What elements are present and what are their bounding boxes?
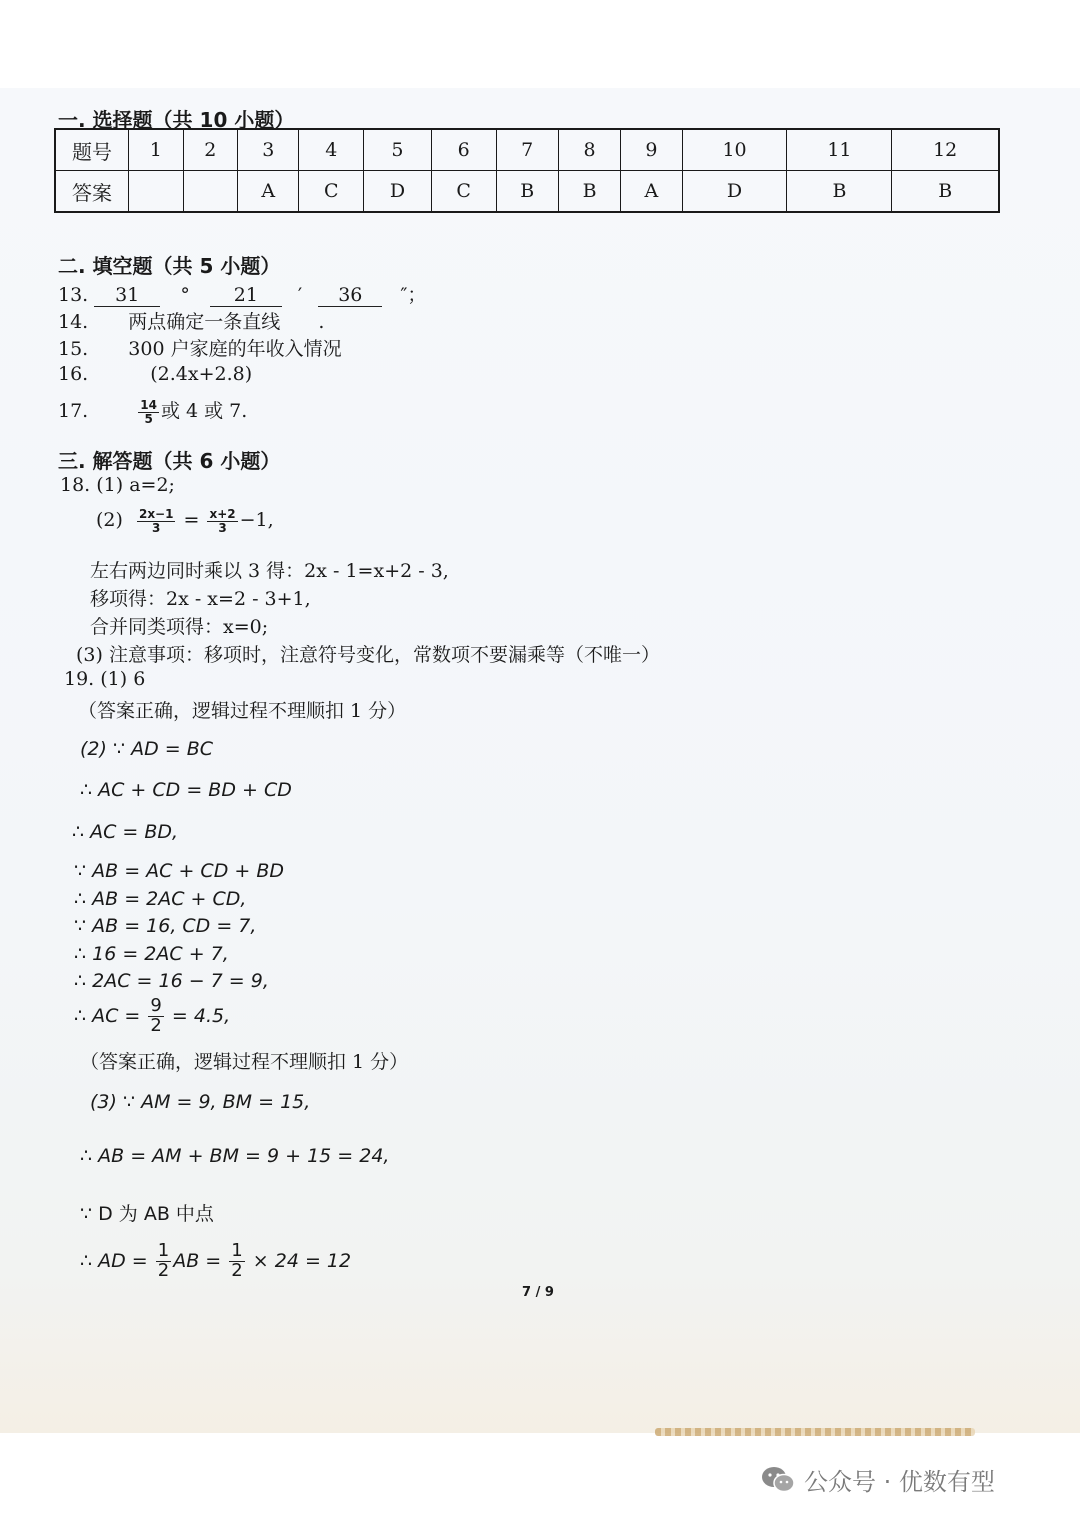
fraction-numerator: 14 — [140, 397, 157, 412]
fraction-numerator: 2x−1 — [138, 507, 174, 521]
q19-line13-mid: AB = — [173, 1249, 222, 1272]
q19-line2: ∴ AC + CD = BD + CD — [80, 779, 292, 801]
q19-line11: ∴ AB = AM + BM = 9 + 15 = 24, — [80, 1145, 390, 1167]
q17 — [58, 396, 247, 425]
table-cell: 11 — [787, 129, 892, 171]
equation-tail: −1, — [239, 509, 274, 532]
table-cell: 9 — [621, 129, 682, 171]
q19-line8: ∴ 2AC = 16 − 7 = 9, — [74, 970, 269, 992]
fraction-numerator: 1 — [231, 1240, 243, 1261]
section2-title: 二. 填空题（共 5 小题） — [58, 254, 281, 278]
table-cell: 10 — [682, 129, 787, 171]
table-cell: C — [431, 171, 496, 213]
fraction — [207, 508, 237, 534]
q19-line12: ∵ D 为 AB 中点 — [80, 1203, 214, 1225]
q17-fraction — [138, 399, 159, 425]
second-symbol: ″； — [400, 284, 427, 306]
table-cell: 1 — [129, 129, 184, 171]
fraction-numerator: 9 — [150, 995, 162, 1016]
fraction-denominator: 5 — [144, 411, 153, 426]
equals-sign: = — [183, 509, 200, 532]
q15-number: 15. — [58, 338, 89, 360]
table-row-answers — [55, 171, 999, 213]
fraction-numerator: 1 — [157, 1240, 170, 1261]
q13 — [58, 280, 426, 307]
q18-step2: 移项得：2x - x=2 - 3+1, — [90, 588, 311, 610]
table-cell: 3 — [238, 129, 299, 171]
minute-symbol: ′ — [297, 284, 303, 306]
table-cell: 8 — [558, 129, 620, 171]
fraction — [156, 1242, 171, 1281]
watermark — [760, 1462, 995, 1497]
table-cell: B — [558, 171, 620, 213]
q19-line9-post: = 4.5, — [171, 1004, 231, 1027]
table-cell: 5 — [364, 129, 432, 171]
watermark-text: 公众号 · 优数有型 — [804, 1468, 995, 1496]
q17-number: 17. — [58, 400, 89, 422]
table-cell — [129, 171, 184, 213]
q19-line3: ∴ AC = BD, — [72, 821, 179, 843]
section1-title: 一. 选择题（共 10 小题） — [58, 108, 295, 132]
table-cell: D — [364, 171, 432, 213]
fraction-numerator: x+2 — [209, 507, 236, 521]
q18-step3: 合并同类项得：x=0; — [90, 616, 269, 638]
fraction-denominator: 3 — [218, 520, 227, 535]
q19-line7: ∴ 16 = 2AC + 7, — [74, 943, 229, 965]
fraction — [229, 1242, 244, 1281]
q19-line9 — [74, 997, 230, 1036]
q13-minutes: 21 — [210, 284, 282, 307]
fraction-denominator: 2 — [150, 1014, 162, 1036]
q15 — [58, 334, 342, 361]
q19-line10: (3) ∵ AM = 9, BM = 15, — [90, 1091, 311, 1113]
table-cell: A — [621, 171, 682, 213]
wechat-icon — [760, 1465, 796, 1495]
table-cell: B — [892, 171, 999, 213]
q13-degrees: 31 — [94, 284, 160, 307]
table-cell: D — [682, 171, 787, 213]
q17-answer: 或 4 或 7. — [160, 400, 248, 422]
table-cell: 4 — [299, 129, 364, 171]
paper-edge — [655, 1428, 975, 1436]
q18-part1: 18. (1) a=2; — [60, 474, 175, 496]
q19-line5: ∴ AB = 2AC + CD, — [74, 888, 247, 910]
q14 — [58, 307, 324, 334]
fraction — [148, 997, 163, 1036]
fraction — [137, 508, 176, 534]
q19-note2: （答案正确，逻辑过程不理顺扣 1 分） — [80, 1051, 409, 1073]
fraction-denominator: 2 — [157, 1259, 170, 1281]
q16 — [58, 363, 252, 385]
table-cell: 7 — [496, 129, 558, 171]
q18-part3: (3) 注意事项：移项时，注意符号变化，常数项不要漏乘等（不唯一） — [76, 644, 660, 666]
degree-symbol: ° — [180, 284, 190, 306]
q19-line13 — [80, 1242, 351, 1281]
table-cell: 6 — [431, 129, 496, 171]
q16-number: 16. — [58, 363, 89, 385]
q14-number: 14. — [58, 311, 89, 333]
q19-line4: ∵ AB = AC + CD + BD — [74, 860, 284, 882]
q18-step1: 左右两边同时乘以 3 得：2x - 1=x+2 - 3, — [90, 560, 449, 582]
q18-part2-label: (2) — [96, 509, 123, 532]
q14-answer: 两点确定一条直线 — [128, 311, 281, 333]
q19-line6: ∵ AB = 16, CD = 7, — [74, 915, 257, 937]
table-cell: 2 — [183, 129, 238, 171]
q19-note1: （答案正确，逻辑过程不理顺扣 1 分） — [78, 700, 407, 722]
fraction-denominator: 2 — [231, 1259, 243, 1281]
q15-answer: 300 户家庭的年收入情况 — [128, 338, 342, 360]
table-cell: B — [787, 171, 892, 213]
q19-line13-pre: ∴ AD = — [80, 1249, 148, 1272]
section3-title: 三. 解答题（共 6 小题） — [58, 449, 281, 473]
page-number: 7 / 9 — [522, 1285, 554, 1300]
q14-tail: . — [318, 311, 325, 333]
table-cell: B — [496, 171, 558, 213]
q13-seconds: 36 — [318, 284, 382, 307]
table-row-numbers — [55, 129, 999, 171]
q19-part1: 19. (1) 6 — [64, 668, 146, 690]
q16-answer: (2.4x+2.8) — [150, 363, 253, 385]
q13-number: 13. — [58, 284, 89, 306]
table-cell: A — [238, 171, 299, 213]
fraction-denominator: 3 — [152, 520, 161, 535]
q19-line13-post: × 24 = 12 — [252, 1249, 352, 1272]
q18-part2-equation — [96, 508, 274, 534]
answer-table — [54, 128, 1000, 213]
table-cell: 12 — [892, 129, 999, 171]
q19-line1: (2) ∵ AD = BC — [80, 738, 214, 760]
table-cell: C — [299, 171, 364, 213]
row-label-number: 题号 — [55, 129, 129, 171]
row-label-answer: 答案 — [55, 171, 129, 213]
q19-line9-pre: ∴ AC = — [74, 1004, 141, 1027]
table-cell — [183, 171, 238, 213]
